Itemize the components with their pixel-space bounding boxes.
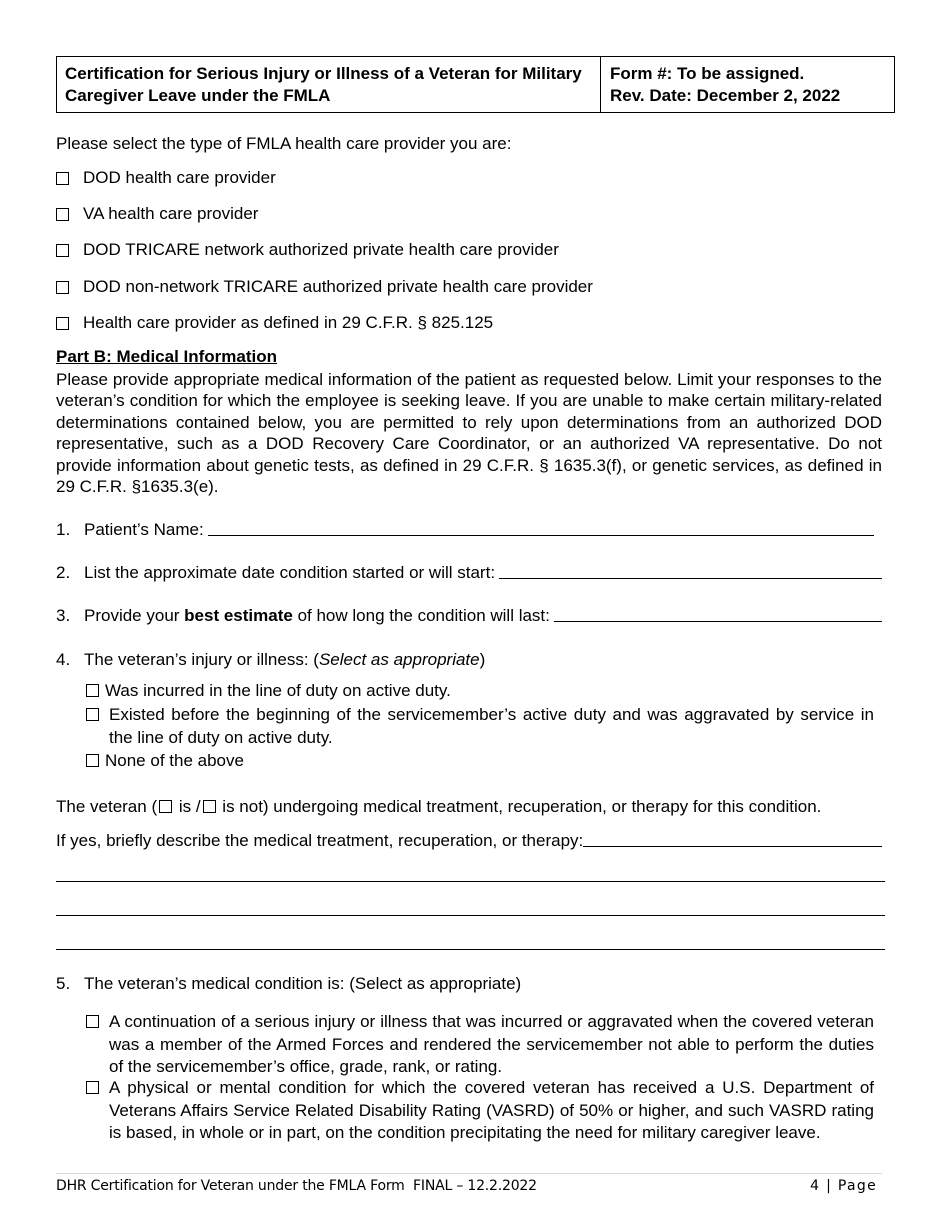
question-number: 5.	[56, 974, 71, 993]
checkbox[interactable]	[56, 317, 69, 330]
question-label	[84, 605, 550, 626]
revision-date: Rev. Date: December 2, 2022	[610, 86, 841, 105]
label-emphasis: best estimate	[184, 606, 293, 625]
checkbox[interactable]	[86, 708, 99, 721]
provider-option-label: DOD health care provider	[83, 168, 276, 187]
condition-option-continuation[interactable]	[86, 1011, 874, 1079]
question-label: The veteran’s medical condition is: (Select as appropriate)	[84, 974, 522, 993]
provider-option-tricare-network[interactable]	[56, 240, 559, 260]
statement-text: is /	[174, 797, 201, 816]
treatment-statement	[56, 796, 821, 817]
treatment-description-line[interactable]	[56, 881, 885, 882]
question-4	[56, 649, 882, 670]
question-2	[56, 562, 882, 583]
treatment-is-checkbox[interactable]	[159, 800, 172, 813]
checkbox[interactable]	[56, 281, 69, 294]
form-number: Form #: To be assigned.	[610, 64, 805, 83]
treatment-description-field[interactable]	[583, 830, 882, 847]
question-5	[56, 973, 882, 994]
provider-option-label: DOD non-network TRICARE authorized private health care provider	[83, 277, 593, 296]
label-text: of how long the condition will last:	[292, 606, 550, 625]
treatment-description-line[interactable]	[56, 915, 885, 916]
option-label: None of the above	[105, 751, 244, 770]
patient-name-field[interactable]	[208, 519, 874, 536]
question-number: 3.	[56, 606, 71, 625]
label-text: Provide your	[84, 606, 185, 625]
question-number: 1.	[56, 520, 71, 539]
injury-option-line-of-duty[interactable]	[86, 680, 874, 703]
option-label: Existed before the beginning of the servicemember’s active duty and was aggravated by service in the line of duty on active duty.	[109, 705, 874, 747]
duration-field[interactable]	[554, 605, 882, 622]
provider-option-label: DOD TRICARE network authorized private health care provider	[83, 240, 559, 259]
footer-document-name: DHR Certification for Veteran under the FMLA Form FINAL – 12.2.2022	[56, 1178, 537, 1194]
provider-option-cfr[interactable]	[56, 313, 493, 333]
treatment-is-not-checkbox[interactable]	[203, 800, 216, 813]
footer-divider	[56, 1173, 882, 1174]
question-label: Patient’s Name:	[84, 520, 204, 539]
start-date-field[interactable]	[499, 562, 882, 579]
provider-prompt: Please select the type of FMLA health care provider you are:	[56, 134, 512, 153]
question-number: 4.	[56, 650, 71, 669]
injury-option-aggravated[interactable]	[86, 704, 874, 749]
checkbox[interactable]	[56, 172, 69, 185]
question-3	[56, 605, 882, 626]
part-b-title: Part B: Medical Information	[56, 347, 278, 366]
question-label	[84, 649, 485, 670]
checkbox[interactable]	[86, 754, 99, 767]
label-text: The veteran’s injury or illness: (	[84, 650, 319, 669]
checkbox[interactable]	[56, 244, 69, 257]
question-number: 2.	[56, 563, 71, 582]
provider-option-label: VA health care provider	[83, 204, 259, 223]
question-label: If yes, briefly describe the medical treatment, recuperation, or therapy:	[56, 831, 584, 850]
checkbox[interactable]	[86, 1015, 99, 1028]
option-label: A physical or mental condition for which the covered veteran has received a U.S. Department of Veterans Affairs Service Related Disability Rating (VASRD) of 50% or higher, and such VASRD rating is based, in whole or in part, on the condition precipitating the need for military caregiver leave.	[109, 1078, 874, 1142]
provider-option-tricare-non-network[interactable]	[56, 277, 593, 297]
checkbox[interactable]	[86, 1081, 99, 1094]
injury-option-none[interactable]	[86, 750, 874, 773]
treatment-description-line[interactable]	[56, 949, 885, 950]
provider-option-va[interactable]	[56, 204, 258, 224]
checkbox[interactable]	[56, 208, 69, 221]
statement-text: The veteran (	[56, 797, 158, 816]
treatment-description	[56, 830, 882, 851]
label-text: )	[479, 650, 486, 669]
provider-option-dod[interactable]	[56, 168, 276, 188]
option-label: Was incurred in the line of duty on active duty.	[105, 681, 451, 700]
provider-option-label: Health care provider as defined in 29 C.F.R. § 825.125	[83, 313, 494, 332]
checkbox[interactable]	[86, 684, 99, 697]
statement-text: is not) undergoing medical treatment, recuperation, or therapy for this condition.	[217, 797, 822, 816]
option-label: A continuation of a serious injury or illness that was incurred or aggravated when the covered veteran was a member of the Armed Forces and rendered the servicemember not able to perform the duties of the servicemember’s office, grade, rank, or rating.	[109, 1012, 874, 1076]
part-b-intro: Please provide appropriate medical information of the patient as requested below. Limit your responses to the veteran’s condition for which the employee is seeking leave. If you are unable to make certain military-related determinations contained below, you are permitted to rely upon determinations from an authorized DOD representative, such as a DOD Recovery Care Coordinator, or an authorized VA representative. Do not provide information about genetic tests, as defined in 29 C.F.R. § 1635.3(f), or genetic services, as defined in 29 C.F.R. §1635.3(e).	[56, 370, 882, 497]
form-page	[56, 56, 894, 1142]
condition-option-vasrd[interactable]	[86, 1077, 874, 1145]
question-label: List the approximate date condition started or will start:	[84, 563, 496, 582]
form-header	[56, 56, 895, 113]
label-italic: Select as appropriate	[318, 650, 480, 669]
form-meta	[601, 57, 894, 112]
form-title: Certification for Serious Injury or Illness of a Veteran for Military Caregiver Leave under the FMLA	[57, 57, 601, 112]
question-1	[56, 519, 882, 540]
footer-page-number: 4 | Page	[810, 1178, 877, 1194]
